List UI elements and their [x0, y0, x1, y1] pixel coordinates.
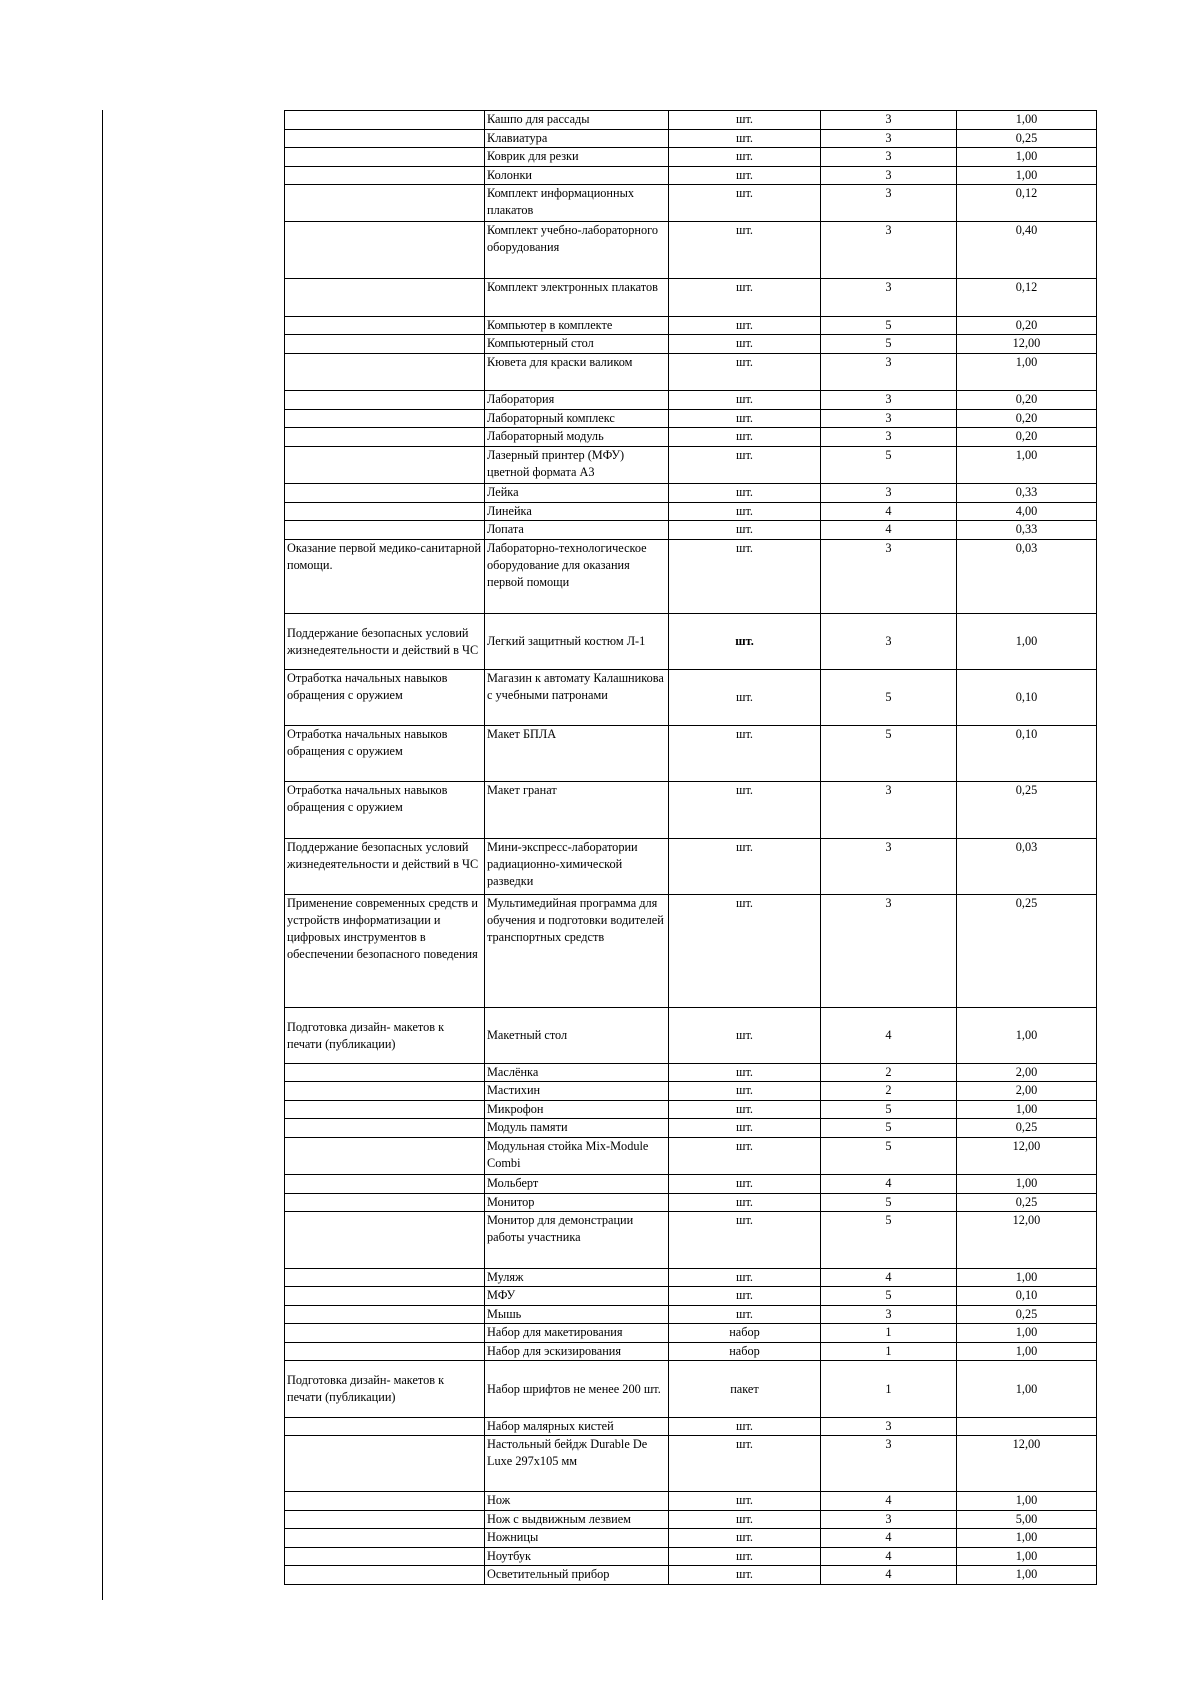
section-cell — [285, 1566, 485, 1585]
unit-cell: шт. — [669, 317, 821, 335]
table-row — [285, 1361, 1097, 1418]
item-name-cell: Компьютерный стол — [485, 335, 669, 354]
table-row — [285, 1511, 1097, 1529]
item-name-cell: Лабораторный модуль — [485, 428, 669, 447]
item-name-cell: Лазерный принтер (МФУ) цветной формата А3 — [485, 447, 669, 484]
quantity-cell: 5 — [821, 1138, 957, 1175]
quantity-cell: 1 — [821, 1343, 957, 1361]
item-name-cell: Муляж — [485, 1269, 669, 1287]
item-name-cell: Компьютер в комплекте — [485, 317, 669, 335]
quantity-cell: 4 — [821, 1492, 957, 1511]
unit-cell: шт. — [669, 167, 821, 185]
norm-cell: 1,00 — [957, 1324, 1097, 1343]
section-cell — [285, 1529, 485, 1548]
quantity-cell: 5 — [821, 317, 957, 335]
section-cell — [285, 130, 485, 148]
unit-cell: шт. — [669, 447, 821, 484]
unit-cell: шт. — [669, 839, 821, 895]
norm-cell: 2,00 — [957, 1064, 1097, 1082]
quantity-cell: 4 — [821, 1269, 957, 1287]
norm-cell: 1,00 — [957, 1548, 1097, 1566]
quantity-cell: 3 — [821, 391, 957, 410]
norm-cell: 1,00 — [957, 1343, 1097, 1361]
quantity-cell: 3 — [821, 410, 957, 428]
item-name-cell: Лабораторно-технологическое оборудование для оказания первой помощи — [485, 540, 669, 614]
norm-cell: 1,00 — [957, 1529, 1097, 1548]
quantity-cell: 5 — [821, 1212, 957, 1269]
unit-cell: шт. — [669, 1492, 821, 1511]
table-row — [285, 1194, 1097, 1212]
quantity-cell: 3 — [821, 148, 957, 167]
unit-cell: шт. — [669, 484, 821, 503]
item-name-cell: Нож — [485, 1492, 669, 1511]
unit-cell: шт. — [669, 1138, 821, 1175]
item-name-cell: Набор для макетирования — [485, 1324, 669, 1343]
section-cell — [285, 1175, 485, 1194]
norm-cell: 0,03 — [957, 839, 1097, 895]
item-name-cell: Набор шрифтов не менее 200 шт. — [485, 1361, 669, 1418]
equipment-table — [284, 110, 1097, 1585]
section-cell: Подготовка дизайн- макетов к печати (публикации) — [285, 1008, 485, 1064]
left-margin-line — [102, 110, 103, 1600]
quantity-cell: 3 — [821, 185, 957, 222]
section-cell — [285, 503, 485, 521]
table-row — [285, 185, 1097, 222]
section-cell — [285, 1511, 485, 1529]
item-name-cell: Коврик для резки — [485, 148, 669, 167]
item-name-cell: Набор малярных кистей — [485, 1418, 669, 1436]
norm-cell: 1,00 — [957, 111, 1097, 130]
section-cell — [285, 1306, 485, 1324]
quantity-cell: 3 — [821, 839, 957, 895]
quantity-cell: 5 — [821, 335, 957, 354]
item-name-cell: Кювета для краски валиком — [485, 354, 669, 391]
norm-cell: 0,25 — [957, 895, 1097, 1008]
quantity-cell: 4 — [821, 1566, 957, 1585]
table-row — [285, 1529, 1097, 1548]
section-cell — [285, 1101, 485, 1119]
norm-cell: 0,20 — [957, 428, 1097, 447]
quantity-cell: 2 — [821, 1064, 957, 1082]
item-name-cell: Маслёнка — [485, 1064, 669, 1082]
norm-cell: 0,25 — [957, 130, 1097, 148]
item-name-cell: Макет БПЛА — [485, 726, 669, 782]
unit-cell: шт. — [669, 782, 821, 839]
table-row — [285, 1212, 1097, 1269]
unit-cell: шт. — [669, 1101, 821, 1119]
table-row — [285, 317, 1097, 335]
unit-cell: шт. — [669, 1287, 821, 1306]
quantity-cell: 4 — [821, 1175, 957, 1194]
unit-cell: шт. — [669, 410, 821, 428]
table-row — [285, 1008, 1097, 1064]
quantity-cell: 4 — [821, 1529, 957, 1548]
quantity-cell: 2 — [821, 1082, 957, 1101]
unit-cell: шт. — [669, 614, 821, 670]
quantity-cell: 3 — [821, 222, 957, 279]
section-cell — [285, 1548, 485, 1566]
unit-cell: шт. — [669, 1511, 821, 1529]
norm-cell: 12,00 — [957, 1436, 1097, 1492]
section-cell — [285, 428, 485, 447]
item-name-cell: Мультимедийная программа для обучения и подготовки водителей транспортных средств — [485, 895, 669, 1008]
section-cell — [285, 410, 485, 428]
item-name-cell: Ножницы — [485, 1529, 669, 1548]
section-cell: Применение современных средств и устройств информатизации и цифровых инструментов в обеспечении безопасного поведения — [285, 895, 485, 1008]
section-cell — [285, 335, 485, 354]
item-name-cell: Лабораторный комплекс — [485, 410, 669, 428]
unit-cell: шт. — [669, 726, 821, 782]
norm-cell: 12,00 — [957, 1138, 1097, 1175]
table-row — [285, 1418, 1097, 1436]
unit-cell: шт. — [669, 540, 821, 614]
table-row — [285, 670, 1097, 726]
table-row — [285, 614, 1097, 670]
norm-cell: 0,33 — [957, 484, 1097, 503]
unit-cell: шт. — [669, 279, 821, 317]
table-row — [285, 1064, 1097, 1082]
table-row — [285, 1436, 1097, 1492]
norm-cell — [957, 1418, 1097, 1436]
section-cell: Отработка начальных навыков обращения с оружием — [285, 782, 485, 839]
section-cell — [285, 279, 485, 317]
table-row — [285, 540, 1097, 614]
section-cell: Подготовка дизайн- макетов к печати (публикации) — [285, 1361, 485, 1418]
norm-cell: 5,00 — [957, 1511, 1097, 1529]
unit-cell: шт. — [669, 1064, 821, 1082]
unit-cell: шт. — [669, 521, 821, 540]
quantity-cell: 4 — [821, 521, 957, 540]
norm-cell: 1,00 — [957, 167, 1097, 185]
quantity-cell: 5 — [821, 1119, 957, 1138]
norm-cell: 0,12 — [957, 185, 1097, 222]
item-name-cell: Нож с выдвижным лезвием — [485, 1511, 669, 1529]
item-name-cell: Комплект информационных плакатов — [485, 185, 669, 222]
unit-cell: шт. — [669, 1194, 821, 1212]
section-cell — [285, 222, 485, 279]
item-name-cell: Мастихин — [485, 1082, 669, 1101]
section-cell — [285, 1138, 485, 1175]
table-row — [285, 1306, 1097, 1324]
section-cell — [285, 521, 485, 540]
item-name-cell: Лопата — [485, 521, 669, 540]
unit-cell: шт. — [669, 148, 821, 167]
norm-cell: 0,12 — [957, 279, 1097, 317]
norm-cell: 0,20 — [957, 391, 1097, 410]
norm-cell: 1,00 — [957, 1492, 1097, 1511]
norm-cell: 0,10 — [957, 670, 1097, 726]
section-cell: Поддержание безопасных условий жизнедеятельности и действий в ЧС — [285, 839, 485, 895]
quantity-cell: 5 — [821, 1194, 957, 1212]
section-cell: Поддержание безопасных условий жизнедеятельности и действий в ЧС — [285, 614, 485, 670]
unit-cell: пакет — [669, 1361, 821, 1418]
norm-cell: 1,00 — [957, 447, 1097, 484]
table-row — [285, 1343, 1097, 1361]
item-name-cell: Колонки — [485, 167, 669, 185]
norm-cell: 1,00 — [957, 148, 1097, 167]
quantity-cell: 5 — [821, 1101, 957, 1119]
unit-cell: шт. — [669, 1082, 821, 1101]
norm-cell: 1,00 — [957, 1175, 1097, 1194]
quantity-cell: 4 — [821, 1008, 957, 1064]
norm-cell: 0,25 — [957, 782, 1097, 839]
section-cell — [285, 1343, 485, 1361]
norm-cell: 1,00 — [957, 1361, 1097, 1418]
table-row — [285, 148, 1097, 167]
table-row — [285, 1175, 1097, 1194]
quantity-cell: 3 — [821, 540, 957, 614]
unit-cell: шт. — [669, 130, 821, 148]
section-cell: Отработка начальных навыков обращения с оружием — [285, 726, 485, 782]
section-cell — [285, 148, 485, 167]
quantity-cell: 3 — [821, 484, 957, 503]
section-cell — [285, 1418, 485, 1436]
quantity-cell: 3 — [821, 1306, 957, 1324]
norm-cell: 0,03 — [957, 540, 1097, 614]
section-cell — [285, 354, 485, 391]
norm-cell: 1,00 — [957, 1566, 1097, 1585]
item-name-cell: Набор для эскизирования — [485, 1343, 669, 1361]
quantity-cell: 3 — [821, 167, 957, 185]
quantity-cell: 3 — [821, 782, 957, 839]
section-cell: Отработка начальных навыков обращения с оружием — [285, 670, 485, 726]
quantity-cell: 4 — [821, 1548, 957, 1566]
equipment-table-body — [285, 111, 1097, 1585]
section-cell — [285, 317, 485, 335]
item-name-cell: Клавиатура — [485, 130, 669, 148]
norm-cell: 0,25 — [957, 1119, 1097, 1138]
table-row — [285, 484, 1097, 503]
norm-cell: 12,00 — [957, 335, 1097, 354]
quantity-cell: 3 — [821, 1436, 957, 1492]
item-name-cell: Модуль памяти — [485, 1119, 669, 1138]
unit-cell: шт. — [669, 335, 821, 354]
unit-cell: шт. — [669, 391, 821, 410]
norm-cell: 0,20 — [957, 317, 1097, 335]
norm-cell: 0,25 — [957, 1306, 1097, 1324]
section-cell — [285, 1492, 485, 1511]
table-row — [285, 111, 1097, 130]
section-cell — [285, 1082, 485, 1101]
quantity-cell: 3 — [821, 614, 957, 670]
unit-cell: шт. — [669, 354, 821, 391]
item-name-cell: Мини-экспресс-лаборатории радиационно-химической разведки — [485, 839, 669, 895]
item-name-cell: Лейка — [485, 484, 669, 503]
table-row — [285, 895, 1097, 1008]
table-row — [285, 279, 1097, 317]
item-name-cell: Ноутбук — [485, 1548, 669, 1566]
norm-cell: 0,20 — [957, 410, 1097, 428]
section-cell: Оказание первой медико-санитарной помощи. — [285, 540, 485, 614]
table-row — [285, 1082, 1097, 1101]
quantity-cell: 3 — [821, 111, 957, 130]
unit-cell: шт. — [669, 1119, 821, 1138]
table-row — [285, 428, 1097, 447]
norm-cell: 0,10 — [957, 726, 1097, 782]
table-row — [285, 222, 1097, 279]
unit-cell: шт. — [669, 670, 821, 726]
section-cell — [285, 391, 485, 410]
norm-cell: 0,25 — [957, 1194, 1097, 1212]
section-cell — [285, 1324, 485, 1343]
table-row — [285, 354, 1097, 391]
unit-cell: шт. — [669, 222, 821, 279]
item-name-cell: МФУ — [485, 1287, 669, 1306]
norm-cell: 2,00 — [957, 1082, 1097, 1101]
table-row — [285, 521, 1097, 540]
item-name-cell: Макетный стол — [485, 1008, 669, 1064]
table-row — [285, 167, 1097, 185]
table-row — [285, 447, 1097, 484]
item-name-cell: Макет гранат — [485, 782, 669, 839]
quantity-cell: 5 — [821, 447, 957, 484]
quantity-cell: 3 — [821, 130, 957, 148]
table-row — [285, 130, 1097, 148]
norm-cell: 1,00 — [957, 1269, 1097, 1287]
table-row — [285, 1101, 1097, 1119]
unit-cell: шт. — [669, 185, 821, 222]
item-name-cell: Осветительный прибор — [485, 1566, 669, 1585]
norm-cell: 0,33 — [957, 521, 1097, 540]
unit-cell: шт. — [669, 1212, 821, 1269]
item-name-cell: Настольный бейдж Durable De Luxe 297x105 мм — [485, 1436, 669, 1492]
unit-cell: шт. — [669, 1418, 821, 1436]
item-name-cell: Кашпо для рассады — [485, 111, 669, 130]
section-cell — [285, 1269, 485, 1287]
table-row — [285, 726, 1097, 782]
unit-cell: набор — [669, 1343, 821, 1361]
item-name-cell: Мышь — [485, 1306, 669, 1324]
norm-cell: 0,40 — [957, 222, 1097, 279]
norm-cell: 4,00 — [957, 503, 1097, 521]
quantity-cell: 5 — [821, 726, 957, 782]
item-name-cell: Мольберт — [485, 1175, 669, 1194]
quantity-cell: 3 — [821, 428, 957, 447]
unit-cell: шт. — [669, 1269, 821, 1287]
item-name-cell: Магазин к автомату Калашникова с учебными патронами — [485, 670, 669, 726]
table-row — [285, 782, 1097, 839]
table-row — [285, 1566, 1097, 1585]
unit-cell: шт. — [669, 1306, 821, 1324]
norm-cell: 1,00 — [957, 614, 1097, 670]
unit-cell: шт. — [669, 1529, 821, 1548]
item-name-cell: Комплект учебно-лабораторного оборудования — [485, 222, 669, 279]
table-row — [285, 410, 1097, 428]
section-cell — [285, 1212, 485, 1269]
section-cell — [285, 447, 485, 484]
item-name-cell: Микрофон — [485, 1101, 669, 1119]
table-row — [285, 1548, 1097, 1566]
unit-cell: шт. — [669, 1566, 821, 1585]
norm-cell: 1,00 — [957, 1101, 1097, 1119]
quantity-cell: 4 — [821, 503, 957, 521]
table-row — [285, 1287, 1097, 1306]
unit-cell: шт. — [669, 1008, 821, 1064]
item-name-cell: Модульная стойка Mix-Module Combi — [485, 1138, 669, 1175]
quantity-cell: 3 — [821, 1418, 957, 1436]
unit-cell: шт. — [669, 1548, 821, 1566]
section-cell — [285, 1064, 485, 1082]
unit-cell: шт. — [669, 111, 821, 130]
norm-cell: 1,00 — [957, 1008, 1097, 1064]
item-name-cell: Монитор для демонстрации работы участника — [485, 1212, 669, 1269]
unit-cell: шт. — [669, 1175, 821, 1194]
unit-cell: шт. — [669, 428, 821, 447]
section-cell — [285, 111, 485, 130]
item-name-cell: Линейка — [485, 503, 669, 521]
table-row — [285, 839, 1097, 895]
quantity-cell: 1 — [821, 1361, 957, 1418]
section-cell — [285, 1119, 485, 1138]
table-row — [285, 1138, 1097, 1175]
norm-cell: 1,00 — [957, 354, 1097, 391]
table-row — [285, 335, 1097, 354]
table-row — [285, 1269, 1097, 1287]
item-name-cell: Лаборатория — [485, 391, 669, 410]
quantity-cell: 1 — [821, 1324, 957, 1343]
table-row — [285, 391, 1097, 410]
unit-cell: шт. — [669, 895, 821, 1008]
quantity-cell: 3 — [821, 279, 957, 317]
item-name-cell: Комплект электронных плакатов — [485, 279, 669, 317]
section-cell — [285, 1194, 485, 1212]
unit-cell: шт. — [669, 1436, 821, 1492]
quantity-cell: 3 — [821, 354, 957, 391]
section-cell — [285, 167, 485, 185]
unit-cell: шт. — [669, 503, 821, 521]
table-row — [285, 1119, 1097, 1138]
section-cell — [285, 484, 485, 503]
quantity-cell: 5 — [821, 670, 957, 726]
item-name-cell: Монитор — [485, 1194, 669, 1212]
section-cell — [285, 185, 485, 222]
section-cell — [285, 1287, 485, 1306]
norm-cell: 0,10 — [957, 1287, 1097, 1306]
quantity-cell: 3 — [821, 895, 957, 1008]
quantity-cell: 5 — [821, 1287, 957, 1306]
item-name-cell: Легкий защитный костюм Л-1 — [485, 614, 669, 670]
table-row — [285, 1324, 1097, 1343]
table-row — [285, 503, 1097, 521]
quantity-cell: 3 — [821, 1511, 957, 1529]
norm-cell: 12,00 — [957, 1212, 1097, 1269]
section-cell — [285, 1436, 485, 1492]
unit-cell: набор — [669, 1324, 821, 1343]
table-row — [285, 1492, 1097, 1511]
